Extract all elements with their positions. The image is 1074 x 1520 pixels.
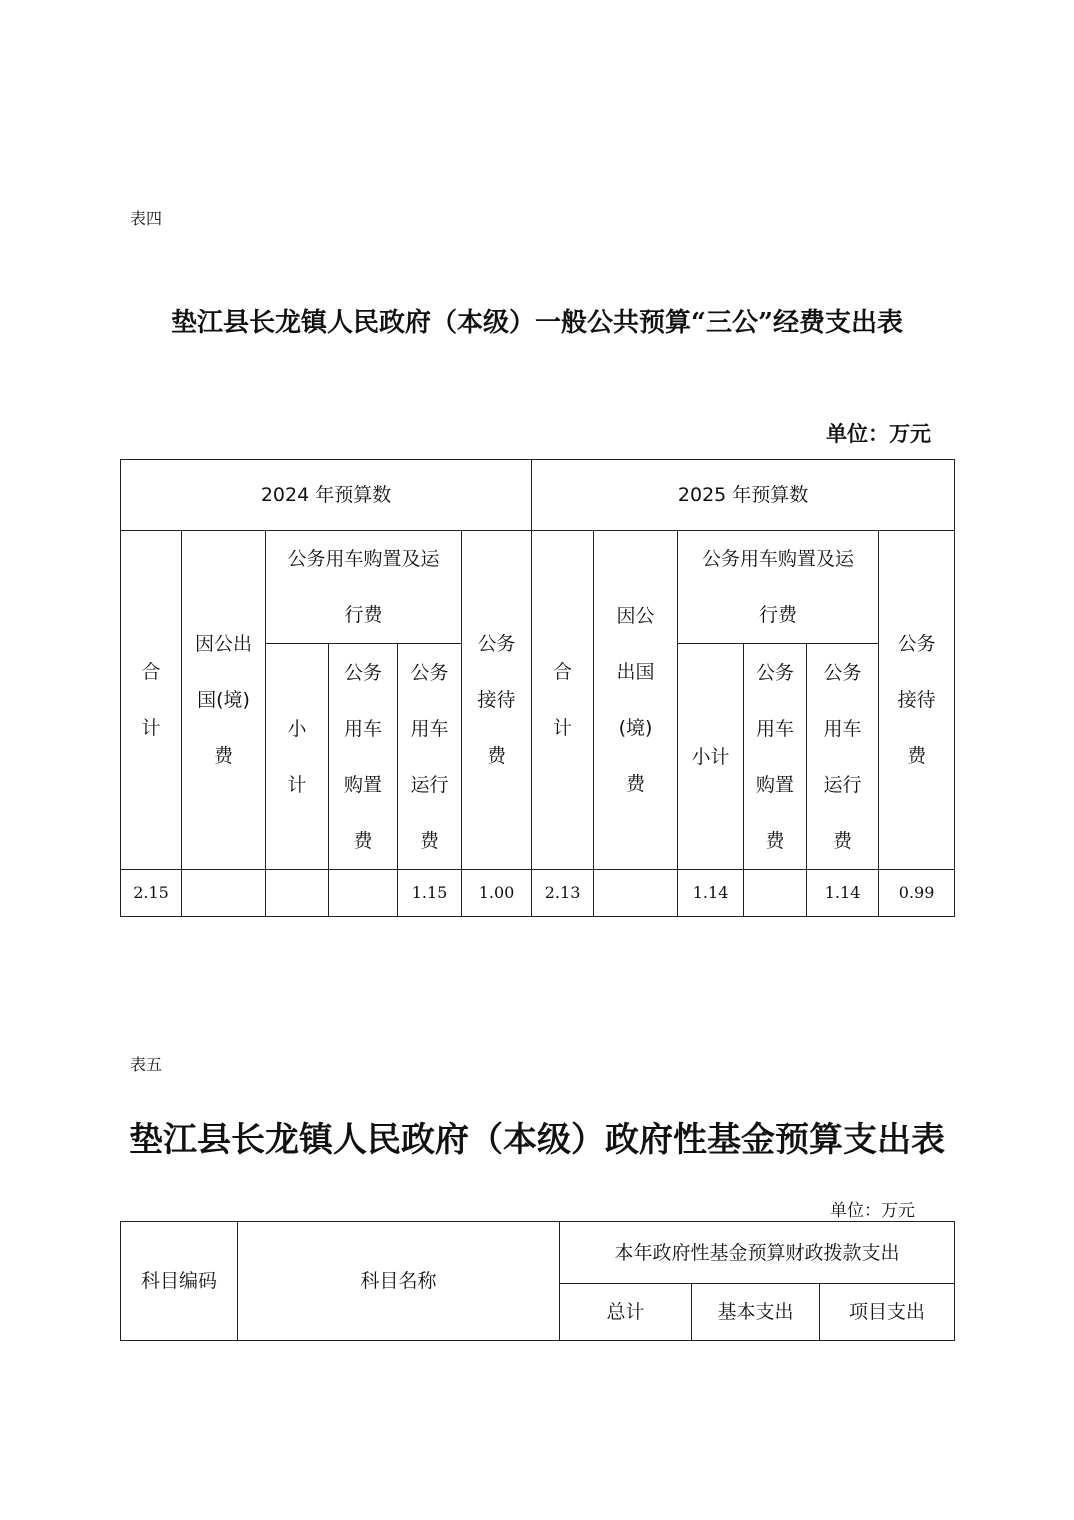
header-2025-budget: 2025 年预算数 bbox=[532, 460, 955, 531]
cell-abroad-2025 bbox=[594, 870, 678, 917]
table-row bbox=[121, 870, 955, 917]
table4-unit: 单位：万元 bbox=[826, 421, 931, 446]
cell-subtotal-2025: 1.14 bbox=[678, 870, 744, 917]
cell-subtotal-2024 bbox=[266, 870, 329, 917]
header-total-2025: 合 计 bbox=[532, 531, 594, 870]
cell-vehicle-purchase-2025 bbox=[744, 870, 807, 917]
header-abroad-2024: 因公出 国(境) 费 bbox=[182, 531, 266, 870]
cell-reception-2024: 1.00 bbox=[462, 870, 532, 917]
table5-title: 垫江县长龙镇人民政府（本级）政府性基金预算支出表 bbox=[129, 1120, 945, 1160]
table5-unit: 单位：万元 bbox=[830, 1201, 915, 1221]
header-total-2024: 合 计 bbox=[121, 531, 182, 870]
gov-fund-budget-table bbox=[120, 1221, 955, 1341]
cell-total-2024: 2.15 bbox=[121, 870, 182, 917]
table5-label: 表五 bbox=[130, 1055, 163, 1074]
three-public-expenses-table bbox=[120, 459, 955, 917]
header-vehicle-operation-2024: 公务 用车 运行 费 bbox=[398, 644, 462, 870]
header-reception-2025: 公务 接待 费 bbox=[879, 531, 955, 870]
header-2024-budget: 2024 年预算数 bbox=[121, 460, 532, 531]
header-subject-code: 科目编码 bbox=[121, 1222, 238, 1341]
header-total: 总计 bbox=[560, 1284, 692, 1341]
header-vehicle-group-2024: 公务用车购置及运 行费 bbox=[266, 531, 462, 644]
cell-abroad-2024 bbox=[182, 870, 266, 917]
header-subtotal-2025: 小计 bbox=[678, 644, 744, 870]
header-basic-expense: 基本支出 bbox=[692, 1284, 820, 1341]
cell-vehicle-purchase-2024 bbox=[329, 870, 398, 917]
table4-label: 表四 bbox=[130, 209, 163, 228]
header-subtotal-2024: 小 计 bbox=[266, 644, 329, 870]
header-project-expense: 项目支出 bbox=[820, 1284, 955, 1341]
header-subject-name: 科目名称 bbox=[238, 1222, 560, 1341]
header-fund-appropriation: 本年政府性基金预算财政拨款支出 bbox=[560, 1222, 955, 1284]
header-vehicle-purchase-2024: 公务 用车 购置 费 bbox=[329, 644, 398, 870]
header-vehicle-purchase-2025: 公务 用车 购置 费 bbox=[744, 644, 807, 870]
cell-total-2025: 2.13 bbox=[532, 870, 594, 917]
cell-vehicle-operation-2025: 1.14 bbox=[807, 870, 879, 917]
header-reception-2024: 公务 接待 费 bbox=[462, 531, 532, 870]
header-vehicle-operation-2025: 公务 用车 运行 费 bbox=[807, 644, 879, 870]
table4-title: 垫江县长龙镇人民政府（本级）一般公共预算“三公”经费支出表 bbox=[171, 308, 903, 338]
cell-reception-2025: 0.99 bbox=[879, 870, 955, 917]
cell-vehicle-operation-2024: 1.15 bbox=[398, 870, 462, 917]
header-vehicle-group-2025: 公务用车购置及运 行费 bbox=[678, 531, 879, 644]
header-abroad-2025: 因公 出国 (境) 费 bbox=[594, 531, 678, 870]
